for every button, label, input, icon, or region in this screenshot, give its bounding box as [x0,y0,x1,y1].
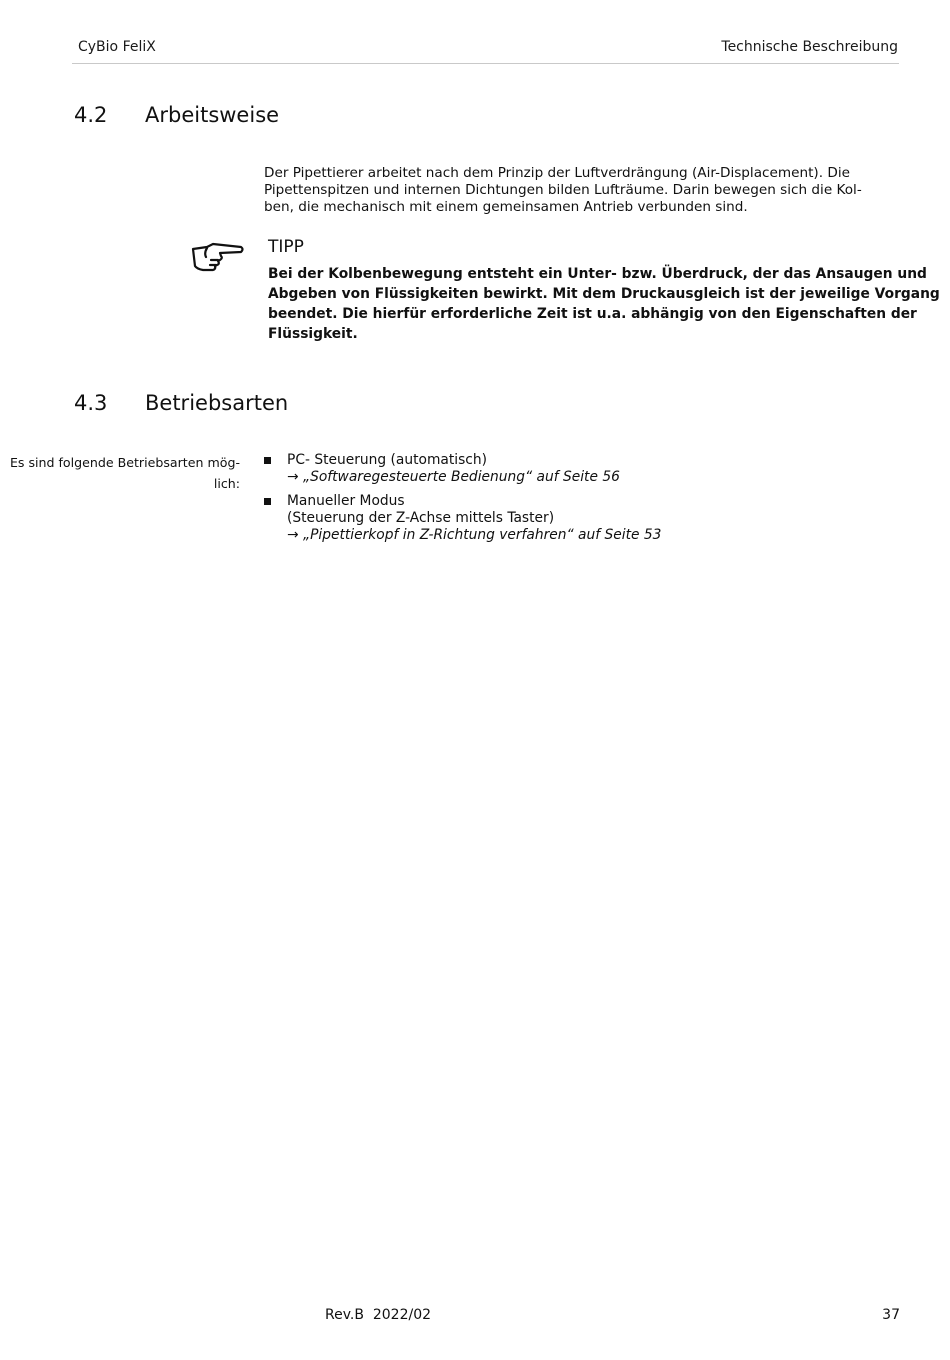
paragraph-line: ben, die mechanisch mit einem gemeinsamen Antrieb verbunden sind. [264,199,748,215]
margin-note-line: Es sind folgende Betriebsarten mög- [9,455,240,470]
tip-heading: TIPP [268,237,304,257]
list-item-text: PC- Steuerung (automatisch) [287,452,487,468]
section-4-3-number: 4.3 [74,391,108,415]
paragraph-line: Pipettenspitzen und internen Dichtungen bilden Lufträume. Darin bewegen sich die Kol- [264,182,862,198]
bullet-square-icon [264,498,271,505]
operating-modes-list [263,452,903,551]
list-item-text: Manueller Modus [287,493,405,509]
cross-reference-link[interactable]: → „Softwaregesteuerte Bedienung“ auf Seite 56 [287,469,620,485]
header-product-name: CyBio FeliX [78,39,156,55]
section-4-2-paragraph [264,165,894,216]
tip-text [268,264,940,344]
tip-line: Bei der Kolbenbewegung entsteht ein Unter- bzw. Überdruck, der das Ansaugen und [268,266,927,282]
section-4-2-number: 4.2 [74,103,108,127]
cross-reference-link[interactable]: → „Pipettierkopf in Z-Richtung verfahren“ auf Seite 53 [287,527,662,543]
list-item [263,452,903,486]
tip-line: beendet. Die hierfür erforderliche Zeit ist u.a. abhängig von den Eigenschaften der [268,306,917,322]
header-chapter-title: Technische Beschreibung [721,39,898,55]
tip-line: Abgeben von Flüssigkeiten bewirkt. Mit dem Druckausgleich ist der jeweilige Vorgang [268,286,940,302]
margin-note [0,452,240,494]
margin-note-line: lich: [213,476,240,491]
bullet-square-icon [264,457,271,464]
list-item-text: (Steuerung der Z-Achse mittels Taster) [287,510,555,526]
paragraph-line: Der Pipettierer arbeitet nach dem Prinzip der Luftverdrängung (Air-Displacement). Die [264,165,850,181]
list-item [263,493,903,544]
pointing-hand-icon [190,240,246,274]
footer-revision: Rev.B 2022/02 [325,1307,432,1323]
section-4-2-title: Arbeitsweise [145,103,280,127]
header-divider [72,63,899,64]
section-4-3-title: Betriebsarten [145,391,289,415]
footer-page-number: 37 [882,1307,900,1323]
tip-line: Flüssigkeit. [268,326,358,342]
